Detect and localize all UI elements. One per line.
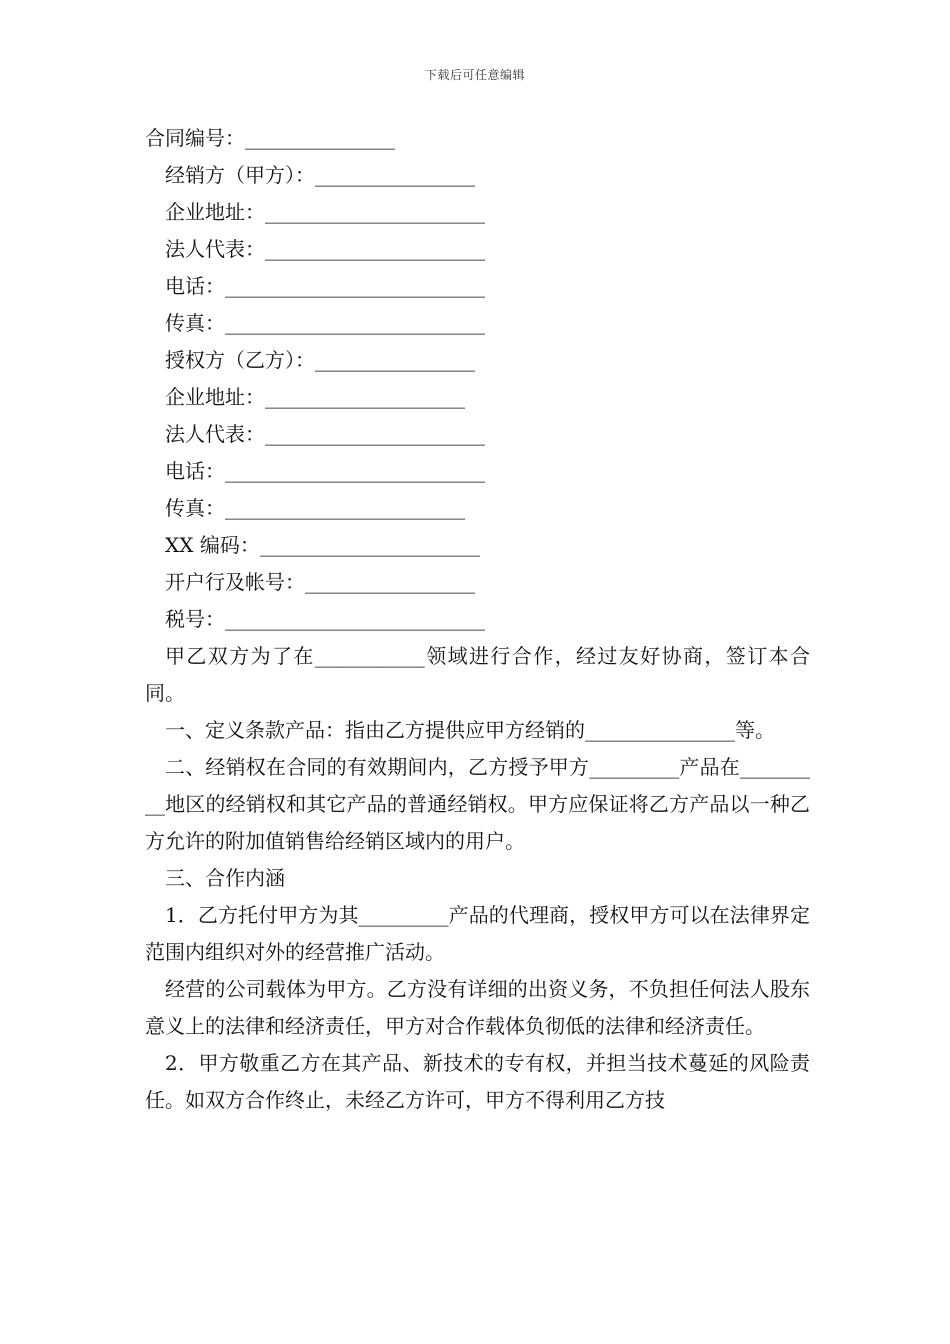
party-b-phone-field: 电话：__________________________: [165, 459, 485, 483]
party-a-legal-rep-field: 法人代表：______________________: [165, 237, 485, 261]
clause-definitions: 一、定义条款产品：指由乙方提供应甲方经销的_______________等。: [165, 718, 775, 742]
clause-cooperation-entity: 经营的公司载体为甲方。乙方没有详细的出资义务，不负担任何法人股东意义上的法律和经济责任，甲方对合作载体负彻低的法律和经济责任。: [145, 977, 810, 1038]
party-a-address-field: 企业地址：______________________: [165, 200, 485, 224]
clause-cooperation-item-1: 1．乙方托付甲方为其_________产品的代理商，授权甲方可以在法律界定范围内组织对外的经营推广活动。: [145, 903, 810, 964]
preamble-paragraph: 甲乙双方为了在___________领域进行合作，经过友好协商，签订本合同。: [145, 644, 810, 705]
clause-cooperation-heading: 三、合作内涵: [165, 866, 285, 890]
licensor-party-b-field: 授权方（乙方）：________________: [165, 348, 475, 372]
clause-cooperation-item-2: 2．甲方敬重乙方在其产品、新技术的专有权，并担当技术蔓延的风险责任。如双方合作终止，未经乙方许可，甲方不得利用乙方技: [145, 1051, 810, 1112]
contract-number-field: 合同编号：_______________: [145, 126, 395, 150]
party-b-tax-number-field: 税号：__________________________: [165, 607, 485, 631]
party-a-phone-field: 电话：__________________________: [165, 274, 485, 298]
header-note: 下载后可任意编辑: [424, 68, 525, 82]
party-a-fax-field: 传真：__________________________: [165, 311, 485, 335]
party-b-fax-field: 传真：________________________: [165, 496, 465, 520]
party-b-legal-rep-field: 法人代表：______________________: [165, 422, 485, 446]
party-b-bank-account-field: 开户行及帐号：_________________: [165, 570, 475, 594]
party-b-address-field: 企业地址：____________________: [165, 385, 465, 409]
party-b-code-field: XX 编码：______________________: [165, 533, 480, 557]
dealer-party-a-field: 经销方（甲方）：________________: [165, 163, 475, 187]
contract-body: [145, 120, 810, 1119]
clause-distribution-rights: 二、经销权在合同的有效期间内，乙方授予甲方_________产品在_________地区的经销权和其它产品的普通经销权。甲方应保证将乙方产品以一种乙方允许的附加值销售给经销区域内的用户。: [145, 755, 810, 853]
